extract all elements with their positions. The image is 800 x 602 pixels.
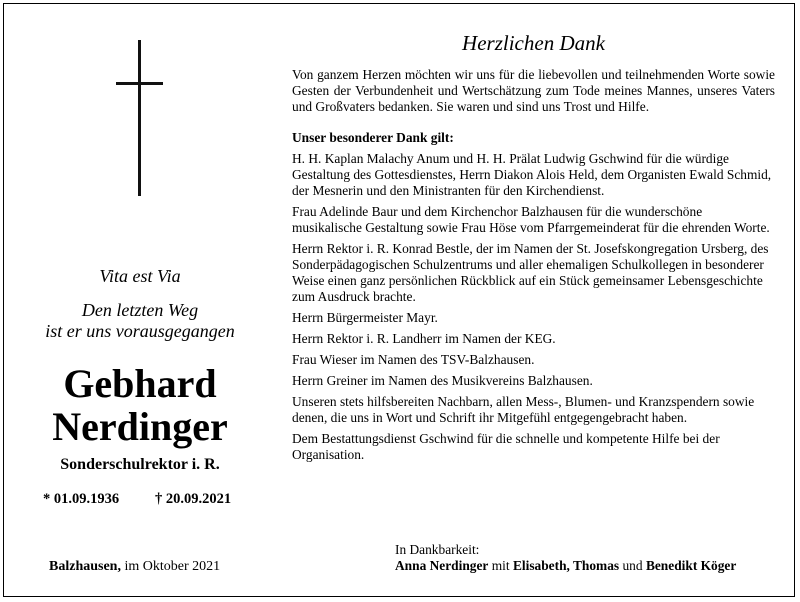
thanks-paragraph: Frau Wieser im Namen des TSV-Balzhausen. [292,352,535,367]
intro-paragraph: Von ganzem Herzen möchten wir uns für die liebevollen und teilnehmenden Worte sowie Gesten der Verbundenheit und Wertschätzung zum Tode meines Mannes, unseres Vaters und Großvaters bedanken. Sie waren und sind uns Trost und Hilfe. [292,67,775,114]
deceased-last-name: Nerdinger [52,404,228,449]
deceased-first-name: Gebhard [63,361,217,406]
thanks-paragraph: Unseren stets hilfsbereiten Nachbarn, allen Mess-, Blumen- und Kranzspendern sowie denen, die uns in Wort und Schrift ihr Mitgefühl entgegengebracht haben. [292,394,755,425]
place-date [49,558,220,576]
motto-line: Vita est Via [99,266,181,286]
deceased-profession: Sonderschulrektor i. R. [60,456,220,473]
cross-horizontal-beam [116,82,163,85]
signature-name: Elisabeth, Thomas [512,558,620,573]
thanks-paragraph: Dem Bestattungsdienst Gschwind für die schnelle und kompetente Hilfe bei der Organisation. [292,431,720,462]
birth-date: * 01.09.1936 [43,491,120,507]
signature-intro: In Dankbarkeit: [395,542,480,557]
death-date: † 20.09.2021 [155,491,232,507]
signature-block [395,542,736,574]
cross-vertical-beam [138,40,141,196]
thanks-subheading: Unser besonderer Dank gilt: [292,130,454,145]
thanks-paragraph: Herrn Rektor i. R. Landherr im Namen der KEG. [292,331,556,346]
signature-name: Benedikt Köger [645,558,737,573]
thanks-paragraph: Herrn Greiner im Namen des Musikvereins Balzhausen. [292,373,593,388]
right-column [292,0,775,602]
left-column [10,0,270,602]
motto-line: Den letzten Weg [81,300,199,320]
thanks-paragraph: Frau Adelinde Baur und dem Kirchenchor Balzhausen für die wunderschöne musikalische Gestaltung sowie Frau Höse vom Pfarrgemeinderat für die ehrenden Worte. [292,204,770,235]
thanks-body [292,67,775,463]
motto-line: ist er uns vorausgegangen [45,321,235,341]
thanks-paragraph: Herrn Rektor i. R. Konrad Bestle, der im Namen der St. Josefskongregation Ursberg, des Sonderpädagogischen Schulzentrums und aller ehemaligen Schulkollegen in besonderer Weise einen ganz persönlichen Rückblick auf ein Stück gemeinsamer Lebensgeschichte zum Ausdruck brachte. [292,241,769,304]
notice-heading: Herzlichen Dank [462,31,605,55]
place: Balzhausen, [49,559,121,574]
signature-connector: mit [491,558,510,573]
thanks-paragraph: H. H. Kaplan Malachy Anum und H. H. Prälat Ludwig Gschwind für die würdige Gestaltung des Gottesdienstes, Herrn Diakon Alois Held, dem Organisten Ewald Schmid, der Mesnerin und den Ministranten für den Kirchendienst. [292,151,772,198]
date: im Oktober 2021 [124,559,221,574]
signature-name: Anna Nerdinger [395,558,489,573]
signature-connector: und [622,558,643,573]
thanks-paragraph: Herrn Bürgermeister Mayr. [292,310,438,325]
